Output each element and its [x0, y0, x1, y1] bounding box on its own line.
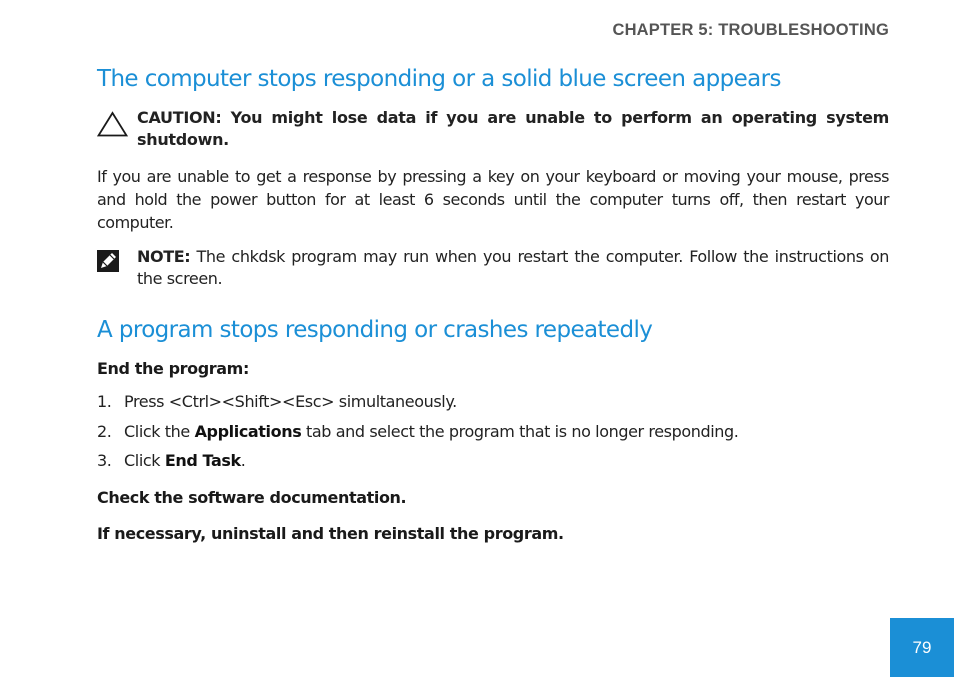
end-program-label: End the program:	[97, 359, 249, 378]
step-number: 3.	[97, 451, 112, 470]
steps-list	[97, 392, 889, 481]
step-text: Click End Task.	[124, 451, 246, 470]
note-label: NOTE:	[137, 247, 191, 266]
caution-text: CAUTION: You might lose data if you are unable to perform an operating system shutdown.	[137, 108, 889, 149]
power-button-paragraph: If you are unable to get a response by pressing a key on your keyboard or moving your mouse, press and hold the power button for at least 6 seconds until the computer turns off, then restart your computer.	[97, 167, 889, 232]
step-number: 1.	[97, 392, 112, 411]
list-item	[97, 422, 889, 452]
reinstall-line: If necessary, uninstall and then reinstall the program.	[97, 524, 564, 543]
section-heading-blue-screen: The computer stops responding or a solid blue screen appears	[97, 66, 781, 92]
note-text: The chkdsk program may run when you restart the computer. Follow the instructions on the screen.	[137, 247, 889, 288]
note-block	[97, 246, 889, 290]
warning-triangle-icon	[97, 111, 128, 141]
page-number-tab	[890, 618, 954, 677]
step-text: Click the Applications tab and select the program that is no longer responding.	[124, 421, 739, 441]
applications-tab-name: Applications	[194, 421, 302, 441]
section-heading-program-crash: A program stops responding or crashes repeatedly	[97, 317, 653, 343]
step-number: 2.	[97, 421, 112, 441]
step-text: Press <Ctrl><Shift><Esc> simultaneously.	[124, 392, 457, 411]
list-item	[97, 451, 889, 481]
page-number: 79	[912, 637, 932, 657]
chapter-header: CHAPTER 5: TROUBLESHOOTING	[612, 21, 889, 39]
list-item	[97, 392, 889, 422]
check-documentation-line: Check the software documentation.	[97, 488, 407, 507]
caution-block	[97, 107, 889, 151]
end-task-button-name: End Task	[164, 451, 241, 470]
note-pencil-icon	[97, 250, 119, 276]
